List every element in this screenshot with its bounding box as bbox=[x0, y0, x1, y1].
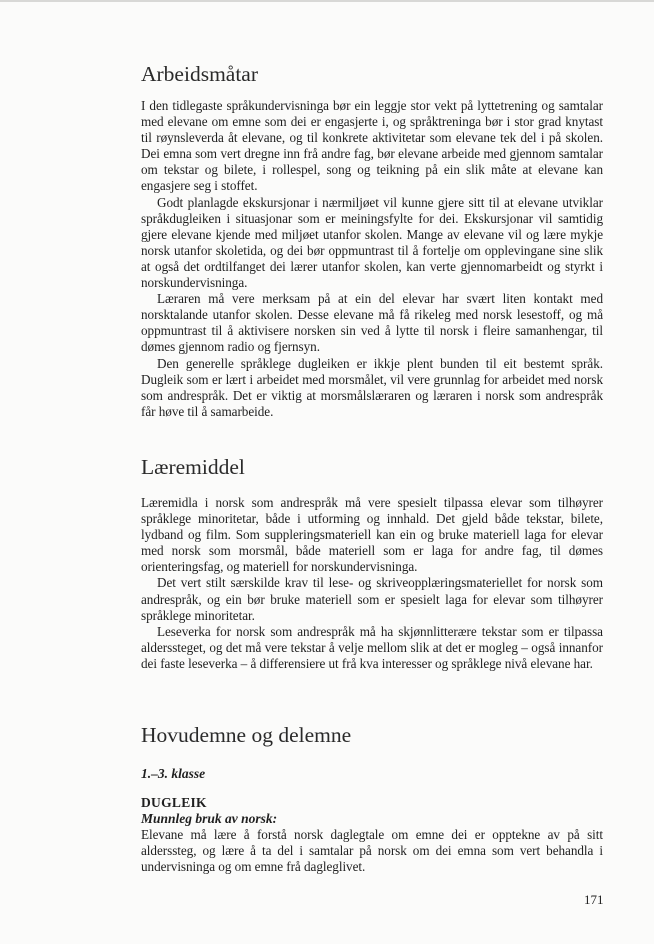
subheading-dugleik: DUGLEIK bbox=[141, 795, 207, 810]
heading-laeremiddel: Læremiddel bbox=[141, 455, 245, 479]
grade-label: 1.–3. klasse bbox=[141, 766, 206, 781]
section-arbeidsmatar-body bbox=[141, 98, 603, 420]
section-dugleik bbox=[141, 795, 603, 875]
paragraph: I den tidlegaste språkundervisninga bør ein leggje stor vekt på lyttetrening og samtalar med elevane om emne som dei er engasjerte i, og språktreninga bør i stor grad knytast til røynsleverda åt elevane, og til konkrete aktivitetar som elevane tek del i på skolen. Dei emna som vert dregne inn frå andre fag, bør elevane arbeide med gjennom samtalar om tekstar og bilete, i rollespel, song og teikning på ein slik måte at elevane kan engasjere seg i stoffet. bbox=[141, 98, 603, 194]
paragraph: Det vert stilt særskilde krav til lese- og skriveopplæringsmateriellet for norsk som andrespråk, og ein bør bruke materiell som er spesielt laga for elevar som tilhøyrer språklege minoritetar. bbox=[141, 575, 603, 623]
paragraph: Læraren må vere merksam på at ein del elevar har svært liten kontakt med norsktalande utanfor skolen. Desse elevane må få rikeleg med norsk lesestoff, og må oppmuntrast til å aktivisere norsken sin ved å lytte til norsk i fleire samanhengar, til dømes gjennom radio og fjernsyn. bbox=[141, 291, 603, 355]
paragraph: Elevane må lære å forstå norsk daglegtale om emne dei er opptekne av på sitt alderssteg, og lære å ta del i samtalar på norsk om dei emna som vert behandla i undervisninga og om emne frå dagleglivet. bbox=[141, 827, 603, 875]
section-laeremiddel-body bbox=[141, 495, 603, 672]
heading-hovudemne: Hovudemne og delemne bbox=[141, 723, 352, 747]
page-number: 171 bbox=[584, 892, 604, 907]
paragraph: Leseverka for norsk som andrespråk må ha skjønnlitterære tekstar som er tilpassa alderssteget, og det må vere tekstar å velje mellom slik at det er mogleg – også innanfor dei faste leseverka – å differensiere ut frå kva interesser og språklege nivå elevane har. bbox=[141, 623, 603, 671]
paragraph: Læremidla i norsk som andrespråk må vere spesielt tilpassa elevar som tilhøyrer språklege minoritetar, både i utforming og innhald. Det gjeld både tekstar, bilete, lydband og film. Som suppleringsmateriell kan ein og bruke materiell laga for elevar med norsk som morsmål, både materiell som er laga for andre fag, til dømes orienteringsfag, og materiell for norskundervisninga. bbox=[141, 495, 603, 575]
top-edge-rule bbox=[0, 0, 654, 2]
paragraph: Godt planlagde ekskursjonar i nærmiljøet vil kunne gjere sitt til at elevane utviklar språkdugleiken i situasjonar som er meiningsfylte for dei. Ekskursjonar vil samtidig gjere elevane kjende med miljøet utanfor skolen. Mange av elevane vil og lære mykje norsk utanfor skoletida, og dei bør oppmuntrast til å fortelje om opplevingane sine slik at også det ordtilfanget dei lærer utanfor skolen, kan verte gjennomarbeidt og styrkt i norskundervisninga. bbox=[141, 194, 603, 291]
heading-arbeidsmatar: Arbeidsmåtar bbox=[141, 62, 259, 86]
subheading-munnleg: Munnleg bruk av norsk: bbox=[141, 811, 278, 826]
paragraph: Den generelle språklege dugleiken er ikkje plent bunden til eit bestemt språk. Dugleik som er lært i arbeidet med morsmålet, vil vere grunnlag for arbeidet med norsk som andrespråk. Det er viktig at morsmålslæraren og læraren i norsk som andrespråk får høve til å samarbeide. bbox=[141, 355, 603, 419]
